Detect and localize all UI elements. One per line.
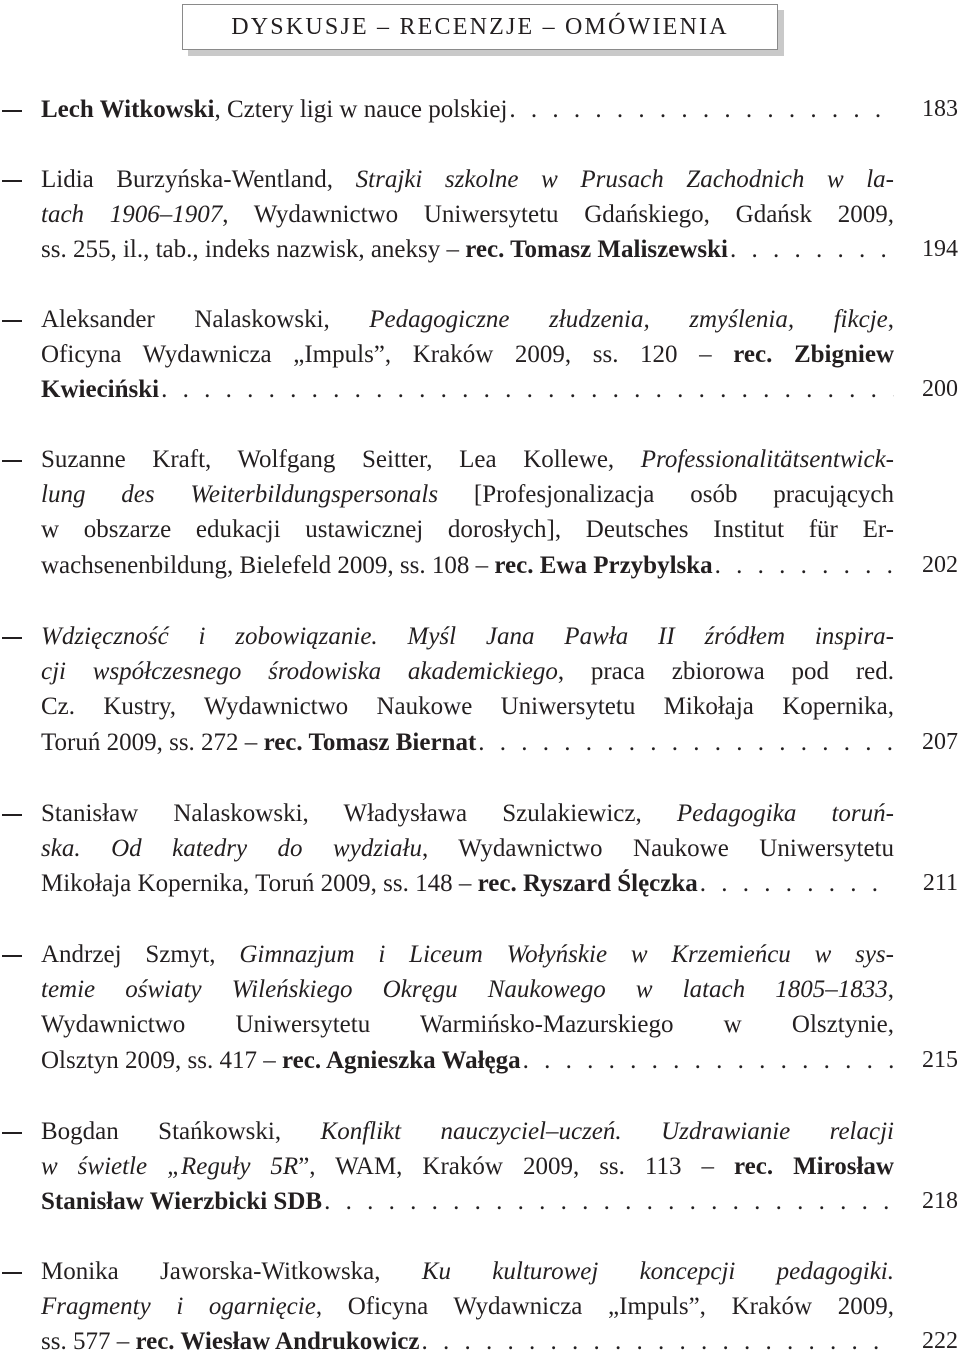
section-title: DYSKUSJE – RECENZJE – OMÓWIENIA <box>231 13 729 40</box>
entry-line <box>41 1043 894 1078</box>
entry-line <box>41 372 894 407</box>
entry-line-text <box>41 232 728 267</box>
entry-text: Stanisław Nalaskowski, Władysława Szulakiewicz, <box>41 800 677 827</box>
book-title: Konflikt nauczyciel–uczeń. Uzdrawianie relacji <box>320 1118 894 1145</box>
reviewer-name: rec. Wiesław Andrukowicz <box>135 1328 420 1356</box>
dot-leaders <box>728 232 894 267</box>
page-number: 215 <box>922 1046 958 1073</box>
book-title: Fragmenty i ogarnięcie <box>41 1293 316 1321</box>
entry-text: , <box>887 306 894 333</box>
entry-line <box>41 302 894 337</box>
reviewer-name: Stanisław Wierzbicki SDB <box>41 1188 323 1216</box>
dot-leaders <box>713 548 894 583</box>
entry-line-text <box>41 1184 322 1219</box>
dot-leaders <box>322 1184 894 1219</box>
book-title: temie oświaty Wileńskiego Okręgu Naukowego w latach 1805–1833 <box>41 976 888 1004</box>
book-title: ska. Od katedry do wydziału <box>41 835 422 863</box>
entry-text: Aleksander Nalaskowski, <box>41 306 370 333</box>
dot-leaders <box>476 725 894 760</box>
entry-line-text <box>41 1043 521 1078</box>
entry-text: Cz. Kustry, Wydawnictwo Naukowe Uniwersytetu Mikołaja Kopernika, <box>41 693 894 721</box>
entry-text: Lidia Burzyńska-Wentland, <box>41 166 356 193</box>
entry-line <box>41 972 894 1007</box>
entry-text: w obszarze edukacji ustawicznej dorosłych], Deutsches Institut für Er- <box>41 516 894 544</box>
dot-leaders <box>698 866 894 901</box>
entry-line-text <box>41 92 507 127</box>
section-header <box>182 4 778 50</box>
page-number: 200 <box>922 376 958 403</box>
entry-dash <box>0 302 24 337</box>
entry-dash <box>0 162 24 197</box>
book-title: tach 1906–1907 <box>41 201 223 229</box>
reviewer-name: rec. Ewa Przybylska <box>494 551 713 579</box>
entry-line <box>41 1289 894 1324</box>
entry-text: Toruń 2009, ss. 272 – <box>41 728 264 756</box>
entry-text: [Profesjonalizacja osób pracujących <box>438 481 895 509</box>
book-title: Pedagogika toruń- <box>676 800 894 827</box>
entry-line-text <box>41 548 713 583</box>
reviewer-name: rec. Agnieszka Wałęga <box>281 1046 521 1074</box>
entry-dash <box>0 1114 24 1149</box>
entry-line <box>41 796 894 831</box>
entry-dash <box>0 442 24 477</box>
entry-line <box>41 1007 894 1042</box>
entry-line <box>41 619 894 654</box>
entry-line <box>41 866 894 901</box>
entry-text: ss. 255, il., tab., indeks nazwisk, aneksy – <box>41 236 466 264</box>
entry-line <box>41 197 894 232</box>
entry-text: , praca zbiorowa pod red. <box>557 658 894 686</box>
entry-line <box>41 937 894 972</box>
entry-text: , Wydawnictwo Uniwersytetu Gdańskiego, Gdańsk 2009, <box>222 201 894 229</box>
entry-text: Wydawnictwo Uniwersytetu Warmińsko-Mazurskiego w Olsztynie, <box>41 1011 894 1039</box>
entry-line <box>41 1114 894 1149</box>
entry-text: Monika Jaworska-Witkowska, <box>41 1258 422 1285</box>
entry-text: Bogdan Stańkowski, <box>41 1118 321 1145</box>
page-number: 194 <box>922 236 958 263</box>
entry-line <box>41 831 894 866</box>
entry-line <box>41 1184 894 1219</box>
page-number: 211 <box>922 870 958 897</box>
entry-text: Andrzej Szmyt, <box>41 941 240 968</box>
entry-line-text <box>41 866 698 901</box>
entry-text: ”, WAM, Kraków 2009, ss. 113 – <box>298 1153 734 1181</box>
entry-line <box>41 1149 894 1184</box>
page-number: 202 <box>922 551 958 578</box>
entry-dash <box>0 92 24 127</box>
book-title: Wdzięczność i zobowiązanie. Myśl Jana Pawła II źródłem inspira- <box>41 623 894 650</box>
reviewer-name: rec. Ryszard Ślęczka <box>477 870 698 898</box>
entry-dash <box>0 796 24 831</box>
reviewer-name: Lech Witkowski <box>41 96 215 123</box>
book-title: Gimnazjum i Liceum Wołyńskie w Krzemieńcu w sys- <box>239 941 894 968</box>
page-number: 183 <box>922 96 958 122</box>
entry-text: Suzanne Kraft, Wolfgang Seitter, Lea Kollewe, <box>41 446 641 473</box>
reviewer-name: rec. Tomasz Maliszewski <box>465 236 728 264</box>
entry-line <box>41 654 894 689</box>
entry-dash <box>0 1254 24 1289</box>
page-number: 218 <box>922 1188 958 1215</box>
book-title: Strajki szkolne w Prusach Zachodnich w la- <box>355 166 894 193</box>
entry-text: , Cztery ligi w nauce polskiej <box>214 96 508 123</box>
entry-line <box>41 548 894 583</box>
entry-line <box>41 1254 894 1289</box>
reviewer-name: rec. Zbigniew <box>733 341 894 369</box>
book-title: Ku kulturowej koncepcji pedagogiki. <box>421 1258 894 1285</box>
dot-leaders <box>521 1043 894 1078</box>
entry-dash <box>0 937 24 972</box>
entry-line <box>41 232 894 267</box>
entry-text: ss. 577 – <box>41 1328 136 1356</box>
entry-line <box>41 689 894 724</box>
book-title: Professionalitätsentwick- <box>640 446 894 473</box>
entry-line <box>41 92 894 127</box>
entry-dash <box>0 619 24 654</box>
entry-line-text <box>41 725 476 760</box>
entry-text: Oficyna Wydawnicza „Impuls”, Kraków 2009, ss. 120 – <box>41 341 734 369</box>
dot-leaders <box>159 372 894 407</box>
entry-text: , Wydawnictwo Naukowe Uniwersytetu <box>421 835 894 863</box>
reviewer-name: rec. Tomasz Biernat <box>263 728 477 756</box>
page-number: 207 <box>922 728 958 755</box>
reviewer-name: rec. Mirosław <box>733 1153 894 1181</box>
entry-line <box>41 477 894 512</box>
book-title: w świetle „Reguły 5R <box>41 1153 299 1181</box>
entry-text: wachsenenbildung, Bielefeld 2009, ss. 108 – <box>41 551 495 579</box>
entry-line <box>41 162 894 197</box>
book-title: Pedagogiczne złudzenia, zmyślenia, fikcje <box>369 306 888 333</box>
entry-line-text <box>41 372 159 407</box>
entry-line <box>41 337 894 372</box>
book-title: cji współczesnego środowiska akademickiego <box>41 658 558 686</box>
reviewer-name: Kwieciński <box>41 376 160 404</box>
dot-leaders <box>507 92 894 127</box>
page-number: 222 <box>922 1328 958 1355</box>
entry-text: , <box>887 976 894 1004</box>
entry-line <box>41 442 894 477</box>
entry-text: Mikołaja Kopernika, Toruń 2009, ss. 148 – <box>41 870 478 898</box>
entry-line <box>41 512 894 547</box>
book-title: lung des Weiterbildungspersonals <box>41 481 439 509</box>
entry-line <box>41 725 894 760</box>
entry-text: , Oficyna Wydawnicza „Impuls”, Kraków 2009, <box>315 1293 894 1321</box>
entry-text: Olsztyn 2009, ss. 417 – <box>41 1046 282 1074</box>
